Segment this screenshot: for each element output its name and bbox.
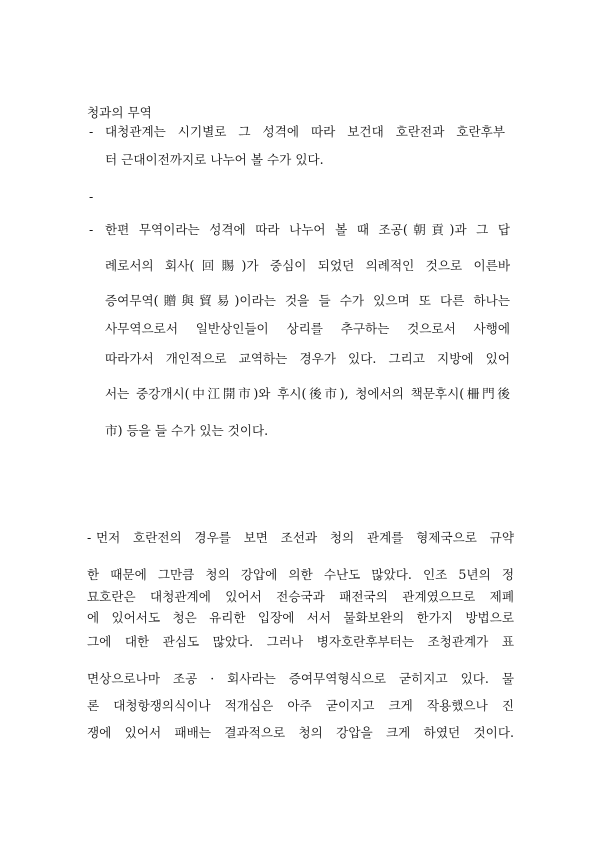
paragraph-line: 론 대청항쟁의식이나 적개심은 아주 굳이지고 크게 작용했으나 진 [87,698,514,713]
paragraph-line: 사무역으로서 일반상인들이 상리를 추구하는 것으로서 사행에 [105,321,510,336]
bullet-marker: - [89,222,94,237]
paragraph-line: 묘호란은 대청관계에 있어서 전승국과 패전국의 관계였으므로 제폐 [87,589,514,604]
paragraph-line: 그에 대한 관심도 많았다. 그러나 병자호란후부터는 조청관계가 표 [87,634,514,649]
paragraph-line: 먼저 호란전의 경우를 보면 조선과 청의 관계를 형제국으로 규약 [96,530,514,545]
bullet-marker: - [89,189,94,204]
paragraph-line: 쟁에 있어서 패배는 결과적으로 청의 강압을 크게 하였던 것이다. [87,725,514,740]
paragraph-line: 대청관계는 시기별로 그 성격에 따라 보건대 호란전과 호란후부 [105,124,505,139]
bullet-marker: - [87,530,92,545]
paragraph-line: 서는 중강개시(中江開市)와 후시(後市), 청에서의 책문후시(柵門後 [105,386,510,401]
paragraph-line: 터 근대이전까지로 나누어 볼 수가 있다. [105,152,324,167]
paragraph-line: 한편 무역이라는 성격에 따라 나누어 볼 때 조공(朝貢)과 그 답 [105,222,510,237]
paragraph-line: 따라가서 개인적으로 교역하는 경우가 있다. 그리고 지방에 있어 [105,351,510,366]
paragraph-line: 市) 등을 들 수가 있는 것이다. [105,423,269,438]
bullet-marker: - [89,124,94,139]
paragraph-line: 한 때문에 그만큼 청의 강압에 의한 수난도 많았다. 인조 5년의 정 [87,567,514,582]
document-title: 청과의 무역 [87,105,152,120]
paragraph-line: 증여무역(贈與貿易)이라는 것을 들 수가 있으며 또 다른 하나는 [105,293,510,308]
paragraph-line: 에 있어서도 청은 유리한 입장에 서서 물화보완의 한가지 방법으로 [87,610,514,625]
paragraph-line: 례로서의 회사(回賜)가 중심이 되었던 의례적인 것으로 이른바 [105,258,510,273]
paragraph-line: 면상으로나마 조공 · 회사라는 증여무역형식으로 굳히지고 있다. 물 [87,671,514,686]
